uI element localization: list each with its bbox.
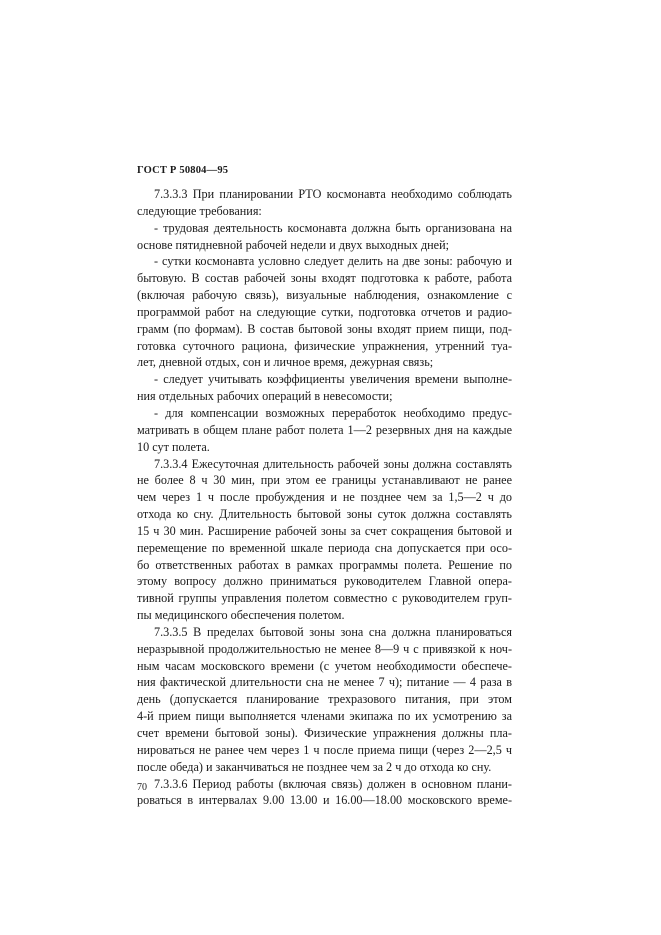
text-line: - следует учитывать коэффициенты увеличения времени выполне- <box>154 372 512 387</box>
text-line: (включая рабочую связь), визуальные наблюдения, ознакомление с <box>137 288 512 303</box>
text-line: следующие требования: <box>137 203 262 218</box>
body-text <box>137 186 512 809</box>
text-line: 7.3.3.3 При планировании РТО космонавта необходимо соблюдать <box>154 187 512 201</box>
text-line: после обеда) и заканчиваться не позднее чем за 2 ч до отхода ко сну. <box>137 759 492 774</box>
text-line: 7.3.3.6 Период работы (включая связь) должен в основном плани- <box>154 776 512 791</box>
standard-code: ГОСТ Р 50804—95 <box>137 165 229 176</box>
text-line: лет, дневной отдых, сон и личное время, дежурная связь; <box>137 355 434 370</box>
text-line: этому вопросу должно приниматься руководителем Главной опера- <box>137 574 512 589</box>
text-line: программой работ на следующие сутки, подготовка отчетов и радио- <box>137 304 512 319</box>
text-line: - для компенсации возможных переработок необходимо предус- <box>154 405 512 420</box>
text-line: основе пятидневной рабочей недели и двух выходных дней; <box>137 237 449 252</box>
text-line: - сутки космонавта условно следует делить на две зоны: рабочую и <box>154 254 512 269</box>
text-line: грамм (по формам). В состав бытовой зоны входят прием пищи, под- <box>137 321 512 336</box>
text-line: день (допускается планирование трехразового питания, при этом <box>137 692 512 707</box>
text-line: готовка суточного рациона, физические упражнения, утренний туа- <box>137 338 512 353</box>
text-line: неразрывной продолжительностью не менее 8—9 ч с привязкой к ноч- <box>137 641 512 656</box>
text-line: 10 сут полета. <box>137 439 210 454</box>
text-line: бытовую. В состав рабочей зоны входят подготовка к работе, работа <box>137 271 512 286</box>
text-line: отхода ко сну. Длительность бытовой зоны суток должна составлять <box>137 507 512 522</box>
text-line: роваться в интервалах 9.00 13.00 и 16.00—18.00 московского време- <box>137 793 512 808</box>
text-line: 7.3.3.4 Ежесуточная длительность рабочей зоны должна составлять <box>154 456 512 471</box>
text-line: ния фактической длительности сна не менее 7 ч); питание — 4 раза в <box>137 675 512 690</box>
text-line: 15 ч 30 мин. Расширение рабочей зоны за счет сокращения бытовой и <box>137 523 512 538</box>
text-line: пы медицинского обеспечения полетом. <box>137 608 345 623</box>
text-line: - трудовая деятельность космонавта должна быть организована на <box>154 220 512 235</box>
text-line: тивной группы управления полетом совместно с руководителем груп- <box>137 591 512 606</box>
text-line: ным часам московского времени (с учетом необходимости обеспече- <box>137 658 512 673</box>
page-number: 70 <box>137 782 147 793</box>
text-line: 7.3.3.5 В пределах бытовой зоны зона сна должна планироваться <box>154 624 512 639</box>
text-line: ния отдельных рабочих операций в невесомости; <box>137 389 393 404</box>
page-header <box>137 165 228 176</box>
text-line: 4-й прием пищи выполняется членами экипажа по их усмотрению за <box>137 709 512 724</box>
text-line: нироваться не ранее чем через 1 ч после приема пищи (через 2—2,5 ч <box>137 742 512 757</box>
text-line: чем через 1 ч после пробуждения и не позднее чем за 1,5—2 ч до <box>137 490 512 505</box>
text-line: счет времени бытовой зоны). Физические упражнения должны пла- <box>137 726 512 740</box>
text-line: не более 8 ч 30 мин, при этом ее границы устанавливают не ранее <box>137 473 512 488</box>
text-line: матривать в общем плане работ полета 1—2 резервных дня на каждые <box>137 422 512 437</box>
text-line: бо ответственных работах в рамках программы полета. Решение по <box>137 557 512 572</box>
text-line: перемещение по временной шкале периода сна допускается при осо- <box>137 540 512 555</box>
